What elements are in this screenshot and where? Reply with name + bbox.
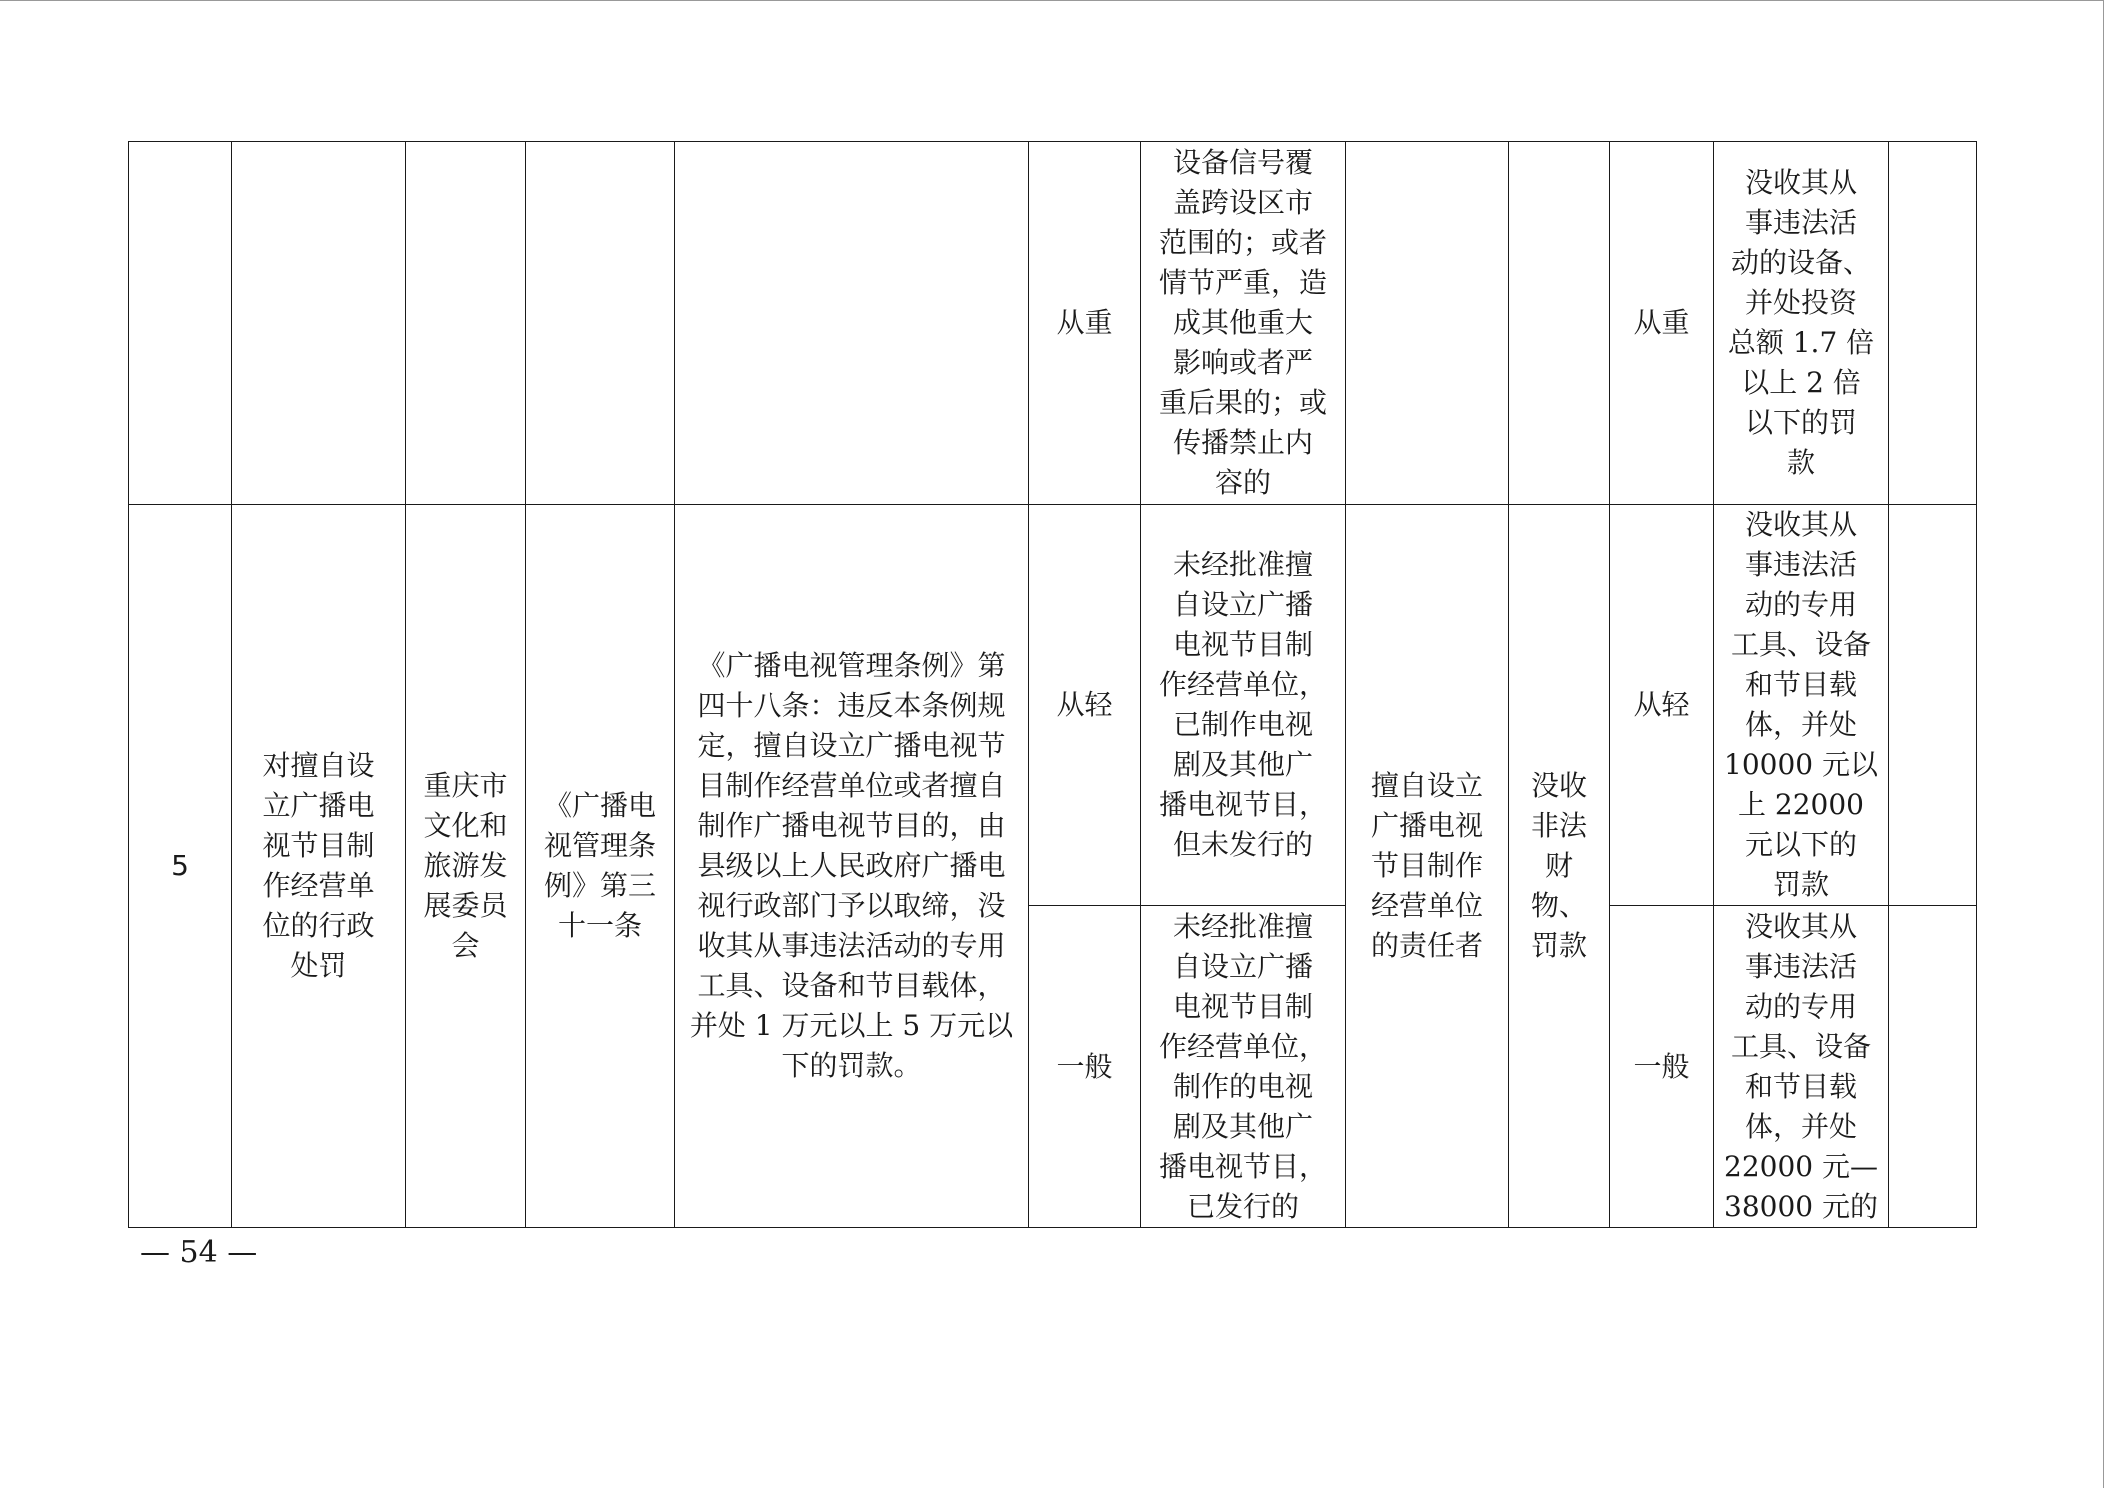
table-row [129, 505, 1977, 906]
matter-text: 对擅自设 立广播电 视节目制 作经营单 位的行政 处罚 [262, 749, 375, 982]
basis-full-text: 《广播电视管理条例》第四十八条：违反本条例规定，擅自设立广播电视节目制作经营单位或者擅自制作广播电视节目的，由县级以上人民政府广播电视行政部门予以取缔，没收其从事违法活动的专用工具、设备和节目载体，并处 1 万元以上 5 万元以下的罚款。 [689, 649, 1014, 1082]
seq-cell [129, 142, 232, 505]
subject-text: 擅自设立 广播电视 节目制作 经营单位 的责任者 [1370, 769, 1483, 962]
discretion-level-cell [1029, 906, 1141, 1228]
remark-cell [1889, 906, 1977, 1228]
discretion-level-cell [1610, 906, 1714, 1228]
discretion-level-2: 一般 [1633, 1049, 1690, 1083]
basis-short-text: 《广播电 视管理条 例》第三 十一条 [543, 789, 656, 942]
penalty-cell [1714, 505, 1889, 906]
discretion-level-cell [1610, 142, 1714, 505]
authority-cell [406, 142, 526, 505]
circumstance-text: 设备信号覆 盖跨设区市 范围的；或者 情节严重，造 成其他重大 影响或者严 重后果的；或 传播禁止内 容的 [1158, 146, 1327, 499]
penalty-text: 没收其从 事违法活 动的专用 工具、设备 和节目载 体，并处 22000 元— 38000 元的 [1724, 909, 1878, 1223]
remark-cell [1889, 142, 1977, 505]
type-cell [1509, 142, 1610, 505]
discretion-level-cell [1029, 142, 1141, 505]
penalty-cell [1714, 906, 1889, 1228]
basis-short-cell [526, 142, 675, 505]
penalty-cell [1714, 142, 1889, 505]
discretion-level: 从轻 [1056, 688, 1113, 721]
page-number: — 54 — [140, 1235, 258, 1270]
discretion-level-cell [1029, 505, 1141, 906]
matter-cell [232, 142, 406, 505]
discretion-level: 从重 [1056, 306, 1113, 339]
matter-cell [232, 505, 406, 1228]
circumstance-text: 未经批准擅 自设立广播 电视节目制 作经营单位， 制作的电视 剧及其他广 播电视节目， 已发行的 [1158, 909, 1327, 1223]
penalty-discretion-table [128, 141, 1977, 1228]
circumstance-cell [1141, 505, 1346, 906]
basis-full-cell [675, 505, 1029, 1228]
seq-cell [129, 505, 232, 1228]
basis-full-cell [675, 142, 1029, 505]
authority-text: 重庆市 文化和 旅游发 展委员 会 [423, 769, 508, 962]
authority-cell [406, 505, 526, 1228]
discretion-level-2: 从重 [1633, 306, 1690, 339]
circumstance-cell [1141, 906, 1346, 1228]
item-number: 5 [171, 849, 189, 882]
table-row [129, 142, 1977, 505]
discretion-level-2: 从轻 [1633, 688, 1690, 721]
discretion-level-cell [1610, 505, 1714, 906]
circumstance-cell [1141, 142, 1346, 505]
subject-cell [1346, 142, 1509, 505]
basis-short-cell [526, 505, 675, 1228]
type-cell [1509, 505, 1610, 1228]
discretion-level: 一般 [1056, 1049, 1113, 1083]
penalty-type-text: 没收 非法 财 物、 罚款 [1530, 769, 1587, 962]
penalty-text: 没收其从 事违法活 动的专用 工具、设备 和节目载 体，并处 10000 元以 上 22000 元以下的 罚款 [1724, 508, 1878, 901]
penalty-text: 没收其从 事违法活 动的设备、 并处投资 总额 1.7 倍 以上 2 倍 以下的罚 款 [1727, 166, 1875, 479]
subject-cell [1346, 505, 1509, 1228]
remark-cell [1889, 505, 1977, 906]
circumstance-text: 未经批准擅 自设立广播 电视节目制 作经营单位， 已制作电视 剧及其他广 播电视节目， 但未发行的 [1158, 548, 1327, 861]
